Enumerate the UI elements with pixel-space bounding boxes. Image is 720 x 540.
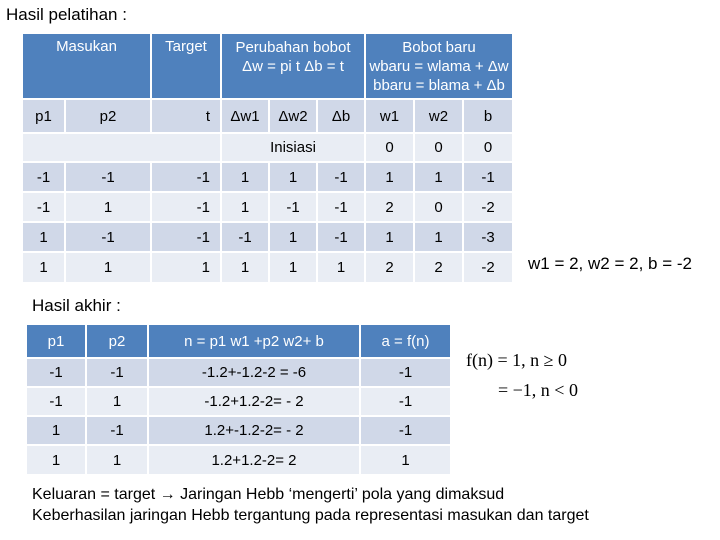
table-row [22, 192, 512, 222]
table-cell: -1 [317, 162, 365, 192]
subheader-cell: b [463, 99, 512, 133]
subheader-cell: p1 [22, 99, 65, 133]
table-row [26, 445, 450, 474]
subheader-row [22, 99, 512, 133]
akhir-title: Hasil akhir : [32, 296, 121, 315]
header-target: Target [151, 33, 221, 99]
table-cell: -1 [317, 222, 365, 252]
table-cell: 1 [365, 162, 414, 192]
table-cell: -1 [26, 387, 86, 416]
table-row [22, 162, 512, 192]
init-value: 0 [414, 133, 463, 162]
table-cell: -1 [151, 162, 221, 192]
training-table [21, 32, 512, 282]
table-cell: 1 [221, 252, 269, 282]
table-cell: 1 [269, 252, 317, 282]
subheader-cell: w2 [414, 99, 463, 133]
table-cell: -1 [65, 162, 151, 192]
subheader-cell: p2 [65, 99, 151, 133]
table-row [26, 387, 450, 416]
header-perubahan [221, 33, 365, 99]
table-cell: -1 [463, 162, 512, 192]
activation-formula-line2: = −1, n < 0 [498, 380, 578, 400]
init-label: Inisiasi [221, 133, 365, 162]
table-cell: 1 [221, 192, 269, 222]
subheader-cell: Δw2 [269, 99, 317, 133]
table-cell: 1 [26, 416, 86, 445]
table-cell: -1 [86, 358, 148, 387]
table-cell: 1 [360, 445, 450, 474]
header-bobot-label: Bobot baru [402, 39, 476, 56]
table-cell: 1 [86, 445, 148, 474]
table-cell: 2 [414, 252, 463, 282]
result-header-row [26, 324, 450, 358]
table-cell: -1 [360, 358, 450, 387]
table-cell: 1 [151, 252, 221, 282]
header-bobot [365, 33, 512, 99]
final-weights: w1 = 2, w2 = 2, b = -2 [528, 254, 692, 273]
table-cell: 1 [26, 445, 86, 474]
subheader-cell: Δw1 [221, 99, 269, 133]
table-cell: 2 [365, 192, 414, 222]
table-cell: -1 [269, 192, 317, 222]
table-cell: 2 [365, 252, 414, 282]
table-cell: -1 [26, 358, 86, 387]
conclusion-line1: Keluaran = target → Jaringan Hebb ‘mengerti’ pola yang dimaksud [32, 486, 505, 503]
table-cell: 1 [269, 222, 317, 252]
table-cell: 1 [22, 222, 65, 252]
table-cell: 1 [221, 162, 269, 192]
table-cell: -1 [22, 162, 65, 192]
table-cell: -1.2+1.2-2= - 2 [148, 387, 360, 416]
table-cell: 1 [86, 387, 148, 416]
table-cell: -1 [86, 416, 148, 445]
subheader-cell: Δb [317, 99, 365, 133]
table-cell: 1.2+-1.2-2= - 2 [148, 416, 360, 445]
empty-cell [22, 133, 221, 162]
table-cell: -1 [221, 222, 269, 252]
result-header-cell: n = p1 w1 +p2 w2+ b [148, 324, 360, 358]
table-cell: 1 [414, 222, 463, 252]
subheader-cell: t [151, 99, 221, 133]
result-header-cell: p2 [86, 324, 148, 358]
activation-formula-line1: f(n) = 1, n ≥ 0 [466, 350, 568, 370]
table-cell: -3 [463, 222, 512, 252]
table-cell: 0 [414, 192, 463, 222]
table-cell: 1 [317, 252, 365, 282]
table-cell: -1 [151, 222, 221, 252]
table-cell: -1.2+-1.2-2 = -6 [148, 358, 360, 387]
table-cell: 1 [65, 252, 151, 282]
table-row [26, 416, 450, 445]
table-cell: -1 [22, 192, 65, 222]
table-row [26, 358, 450, 387]
table-cell: -1 [65, 222, 151, 252]
page-title: Hasil pelatihan : [6, 5, 127, 24]
header-perubahan-label: Perubahan bobot [235, 39, 351, 56]
table-cell: -1 [317, 192, 365, 222]
table-cell: 1.2+1.2-2= 2 [148, 445, 360, 474]
table-cell: 1 [365, 222, 414, 252]
init-value: 0 [365, 133, 414, 162]
table-cell: -1 [151, 192, 221, 222]
table-row [22, 222, 512, 252]
result-header-cell: a = f(n) [360, 324, 450, 358]
subheader-cell: w1 [365, 99, 414, 133]
table-cell: -2 [463, 252, 512, 282]
result-table [25, 323, 450, 474]
init-value: 0 [463, 133, 512, 162]
table-cell: 1 [65, 192, 151, 222]
result-header-cell: p1 [26, 324, 86, 358]
header-perubahan-formula: Δw = pi t Δb = t [242, 58, 344, 75]
table-cell: 1 [22, 252, 65, 282]
init-row [22, 133, 512, 162]
table-cell: -1 [360, 416, 450, 445]
conclusion-line2: Keberhasilan jaringan Hebb tergantung pada representasi masukan dan target [32, 507, 589, 524]
header-bobot-formula1: wbaru = wlama + Δw [369, 58, 509, 75]
table-cell: -1 [360, 387, 450, 416]
header-bobot-formula2: bbaru = blama + Δb [373, 77, 505, 94]
table-cell: -2 [463, 192, 512, 222]
table-row [22, 252, 512, 282]
header-masukan: Masukan [22, 33, 151, 99]
table-cell: 1 [414, 162, 463, 192]
table-cell: 1 [269, 162, 317, 192]
